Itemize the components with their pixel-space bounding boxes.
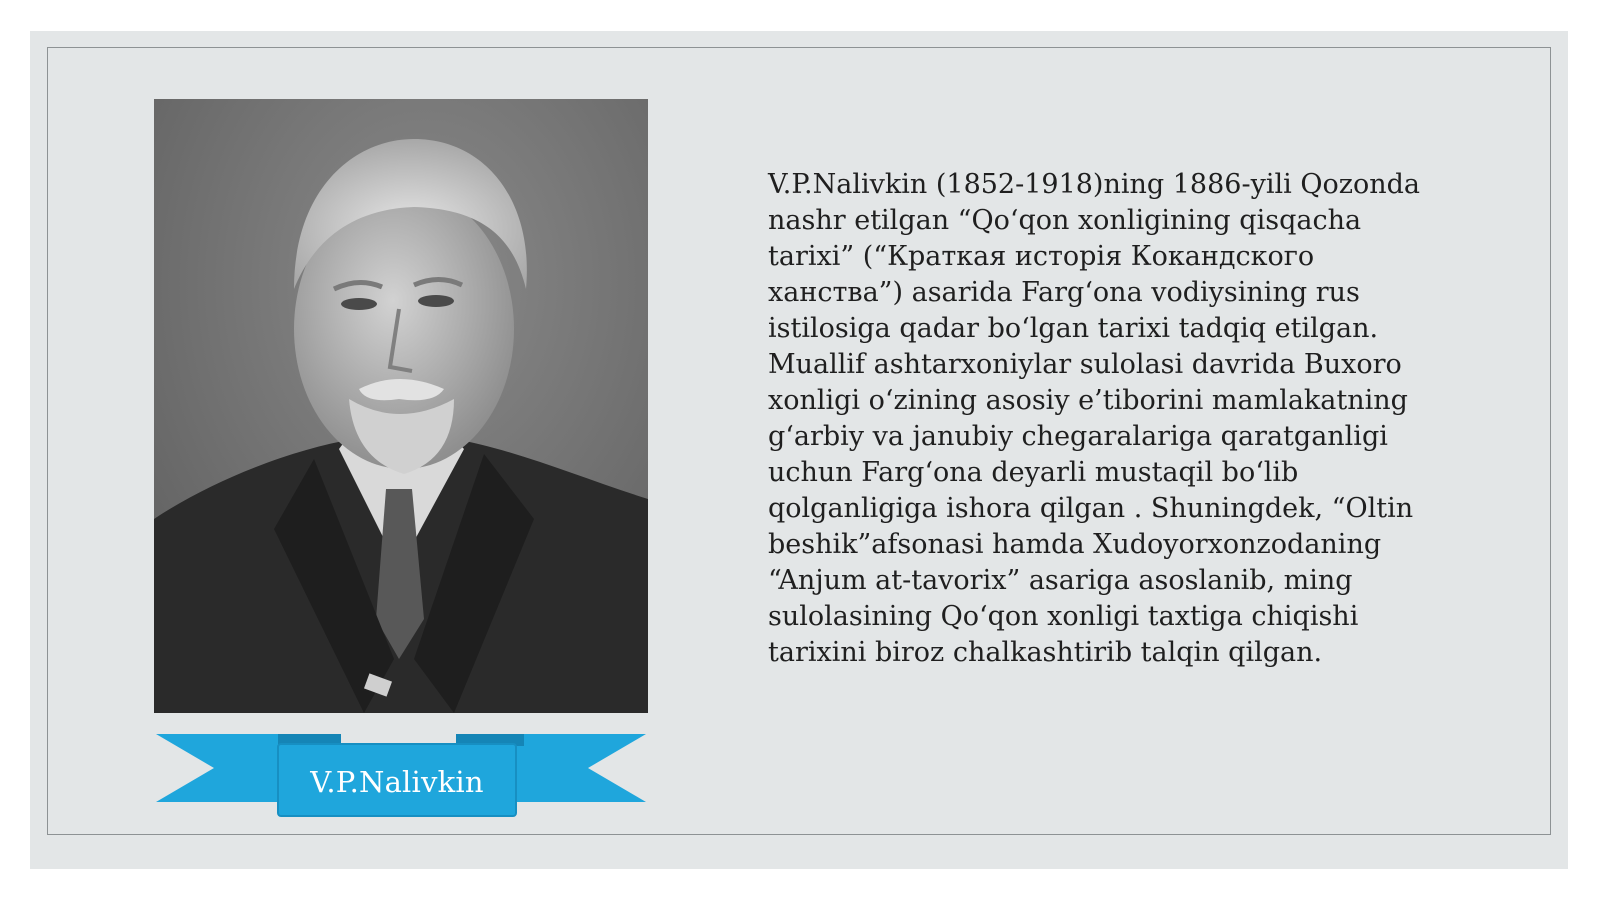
ribbon-caption: V.P.Nalivkin: [310, 765, 484, 799]
biography-text: [768, 167, 1468, 671]
bio-line: sulolasining Qo‘qon xonligi taxtiga chiqishi: [768, 601, 1359, 632]
bio-line: istilosiga qadar bo‘lgan tarixi tadqiq etilgan.: [768, 313, 1379, 344]
bio-line: tarixini biroz chalkashtirib talqin qilgan.: [768, 637, 1323, 668]
portrait-image: [154, 99, 648, 713]
bio-line: uchun Farg‘ona deyarli mustaqil bo‘lib: [768, 457, 1299, 488]
bio-line: xonligi o‘zining asosiy e’tiborini mamlakatning: [768, 385, 1408, 416]
bio-line: nashr etilgan “Qo‘qon xonligining qisqacha: [768, 205, 1362, 236]
bio-line: qolganligiga ishora qilgan . Shuningdek, “Oltin: [768, 493, 1414, 524]
bio-line: “Anjum at-tavorix” asariga asoslanib, ming: [768, 565, 1353, 596]
slide-frame: [47, 47, 1551, 835]
slide: [30, 31, 1568, 869]
bio-line: V.P.Nalivkin (1852-1918)ning 1886-yili Qozonda: [768, 169, 1420, 200]
bio-line: Muallif ashtarxoniylar sulolasi davrida Buxoro: [768, 349, 1402, 380]
name-ribbon: [156, 734, 646, 822]
bio-line: beshik”afsonasi hamda Xudoyorxonzodaning: [768, 529, 1382, 560]
bio-line: g‘arbiy va janubiy chegaralariga qaratganligi: [768, 421, 1388, 452]
portrait-photo: [154, 99, 648, 713]
bio-line: ханства”) asarida Farg‘ona vodiysining rus: [768, 277, 1360, 308]
bio-line: tarixi” (“Краткая исторія Кокандского: [768, 241, 1315, 272]
